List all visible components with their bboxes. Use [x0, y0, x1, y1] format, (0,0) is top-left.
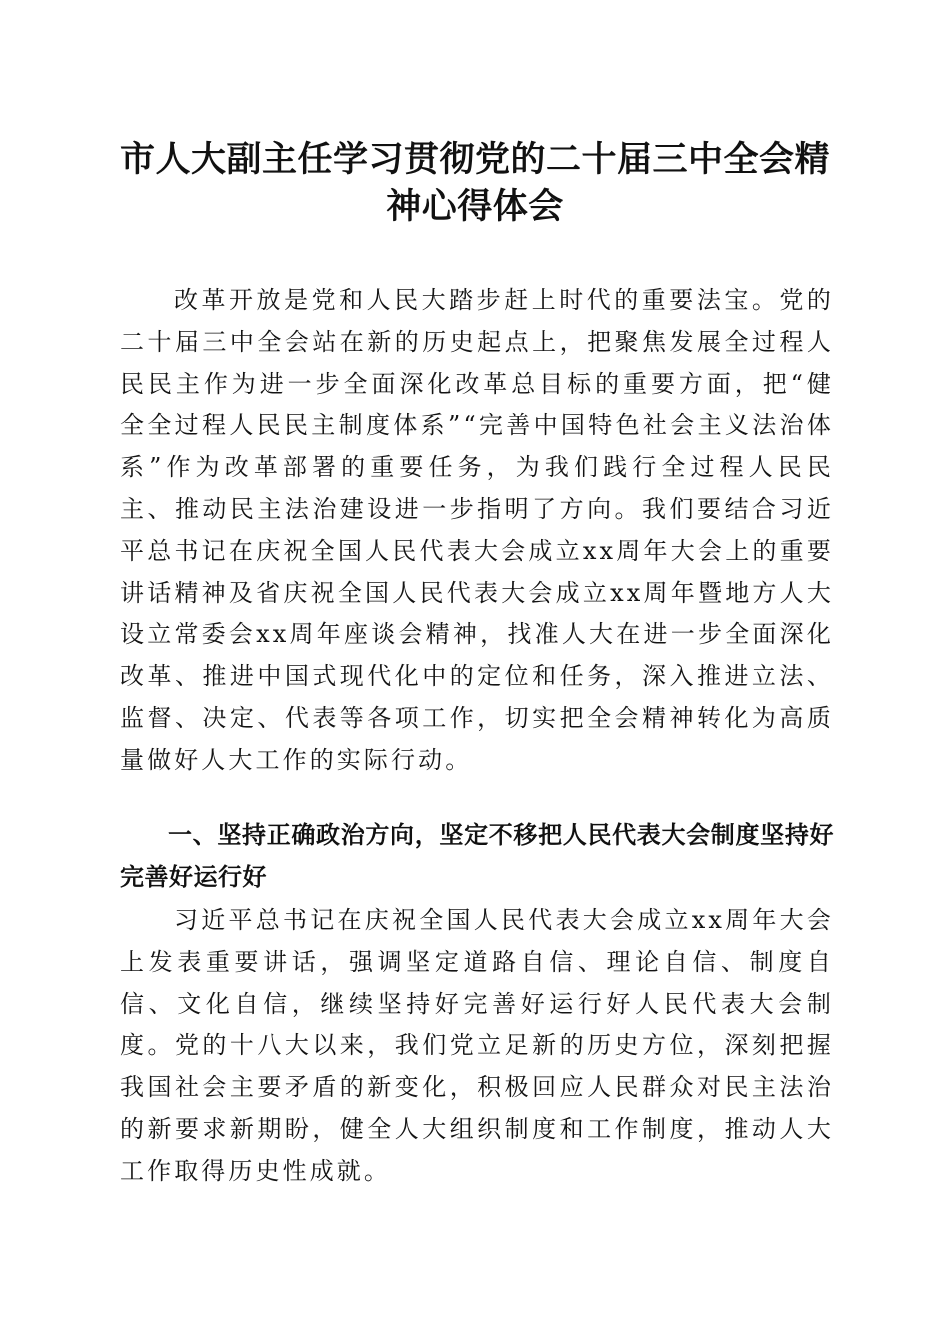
body-paragraph: 习近平总书记在庆祝全国人民代表大会成立xx周年大会上发表重要讲话，强调坚定道路自信、理论自信、制度自信、文化自信，继续坚持好完善好运行好人民代表大会制度。党的十八大以来，我们党立足新的历史方位，深刻把握我国社会主要矛盾的新变化，积极回应人民群众对民主法治的新要求新期盼，健全人大组织制度和工作制度，推动人大工作取得历史性成就。 — [120, 906, 834, 1185]
document-title: 市人大副主任学习贯彻党的二十届三中全会精神心得体会 — [119, 139, 830, 227]
body-paragraph: 改革开放是党和人民大踏步赶上时代的重要法宝。党的二十届三中全会站在新的历史起点上，把聚焦发展全过程人民民主作为进一步全面深化改革总目标的重要方面，把“健全全过程人民民主制度体系”“完善中国特色社会主义法治体系”作为改革部署的重要任务，为我们践行全过程人民民主、推动民主法治建设进一步指明了方向。我们要结合习近平总书记在庆祝全国人民代表大会成立xx周年大会上的重要讲话精神及省庆祝全国人民代表大会成立xx周年暨地方人大设立常委会xx周年座谈会精神，找准人大在进一步全面深化改革、推进中国式现代化中的定位和任务，深入推进立法、监督、决定、代表等各项工作，切实把全会精神转化为高质量做好人大工作的实际行动。 — [120, 286, 834, 774]
section-heading: 一、坚持正确政治方向，坚定不移把人民代表大会制度坚持好完善好运行好 — [120, 821, 834, 891]
